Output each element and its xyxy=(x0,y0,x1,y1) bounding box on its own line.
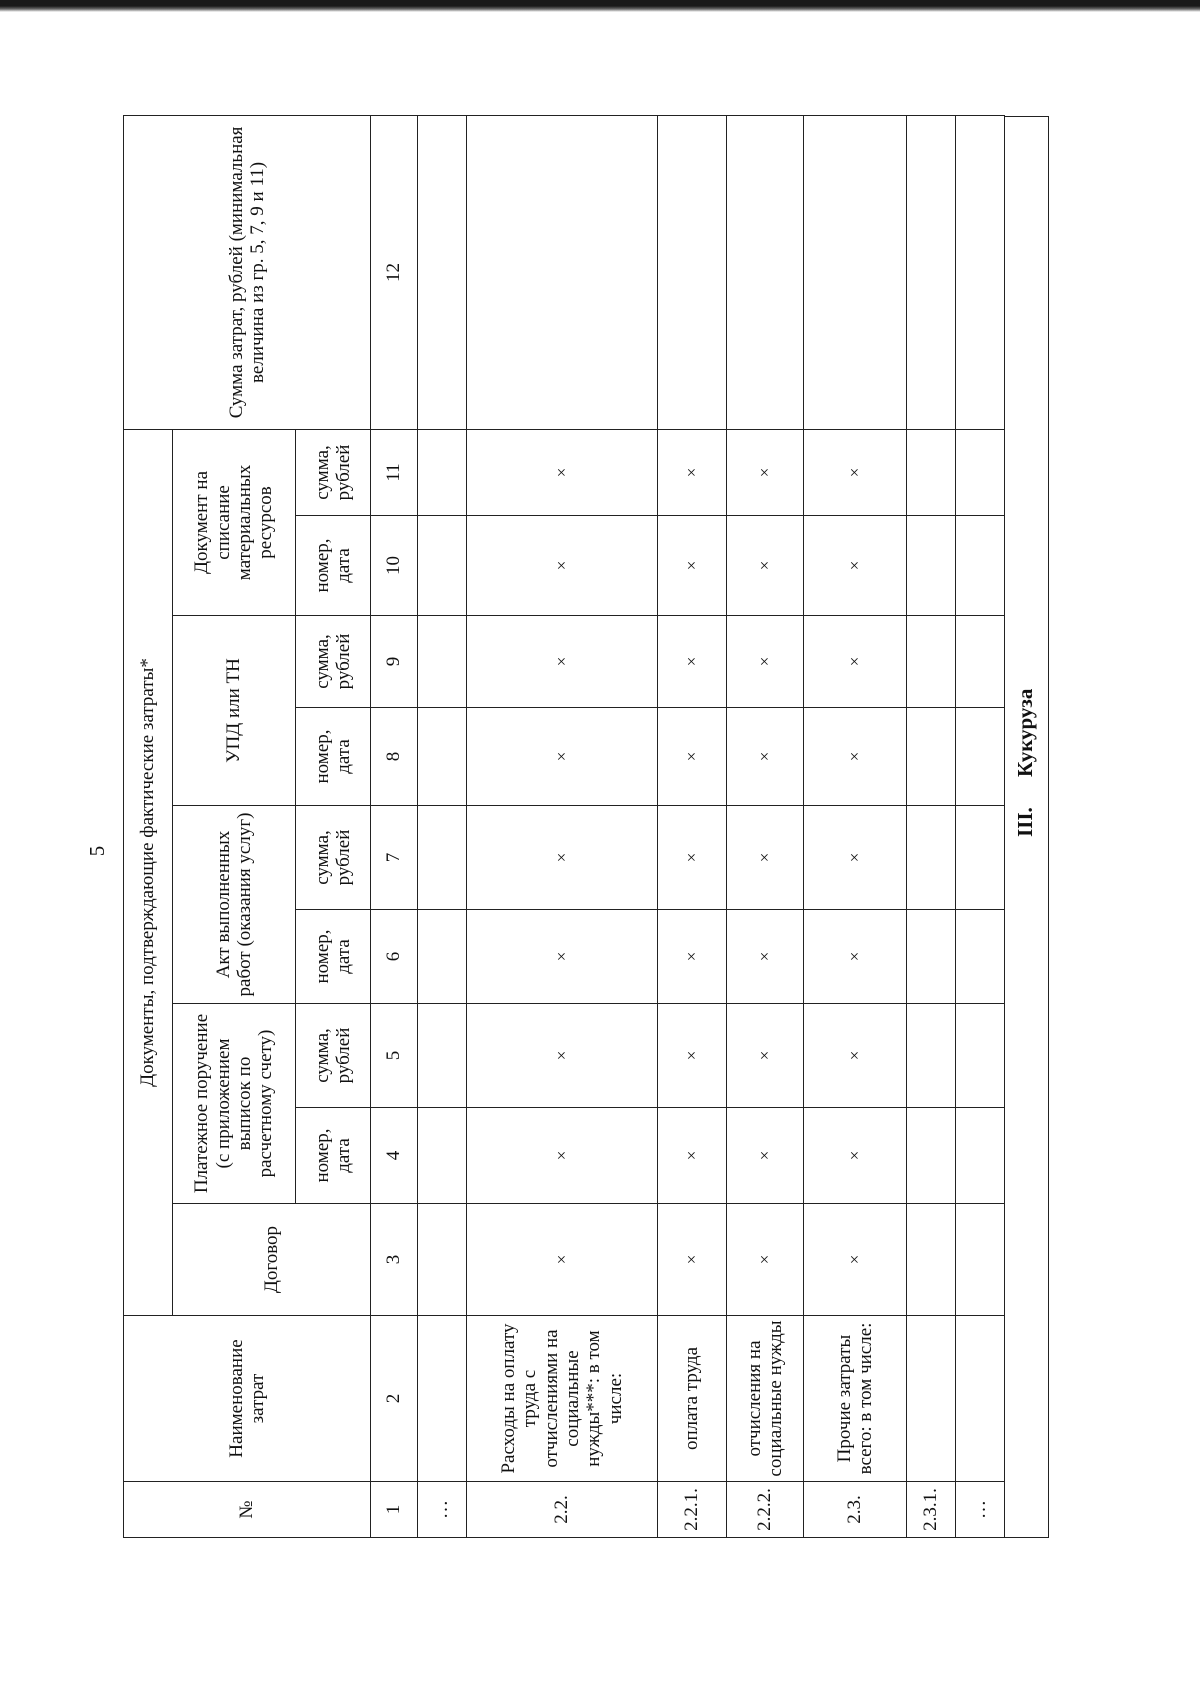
header-supporting-docs: Документы, подтверждающие фактические затраты* xyxy=(124,429,173,1315)
cross-mark: × xyxy=(804,910,907,1004)
row-cost-name xyxy=(956,1316,1005,1482)
row-number: 2.2. xyxy=(467,1482,658,1538)
row-cost-name: отчисления на социальные нужды xyxy=(727,1316,804,1482)
row-number: 2.3.1. xyxy=(907,1482,956,1538)
column-number: 6 xyxy=(371,910,418,1004)
row-cost-name: Прочие затраты всего: в том числе: xyxy=(804,1316,907,1482)
row-cost-name: оплата труда xyxy=(658,1316,727,1482)
table-row xyxy=(956,115,1005,1537)
cross-mark: × xyxy=(467,910,658,1004)
cross-mark: × xyxy=(658,1004,727,1108)
header-upd-num-date: номер, дата xyxy=(296,708,371,806)
section-heading xyxy=(1005,116,1049,1538)
cross-mark: × xyxy=(727,616,804,708)
header-contract: Договор xyxy=(173,1204,371,1316)
header-act-sum: сумма, рублей xyxy=(296,806,371,910)
cross-mark: × xyxy=(727,1204,804,1316)
header-payment-sum: сумма, рублей xyxy=(296,1004,371,1108)
column-number: 1 xyxy=(371,1482,418,1538)
column-numbers-row xyxy=(371,115,418,1537)
cross-mark: × xyxy=(467,616,658,708)
cross-mark: × xyxy=(727,516,804,616)
header-number: № xyxy=(124,1482,371,1538)
header-payment-num-date: номер, дата xyxy=(296,1108,371,1204)
cross-mark: × xyxy=(658,1204,727,1316)
column-number: 12 xyxy=(371,115,418,429)
row-cost-name: Расходы на оплату труда с отчислениями на социальные нужды***: в том числе: xyxy=(467,1316,658,1482)
column-number: 10 xyxy=(371,516,418,616)
cross-mark: × xyxy=(658,1108,727,1204)
cross-mark: × xyxy=(658,516,727,616)
scan-edge xyxy=(0,0,1200,12)
cross-mark: × xyxy=(467,516,658,616)
row-number: … xyxy=(418,1482,467,1538)
column-number: 2 xyxy=(371,1316,418,1482)
cross-mark: × xyxy=(804,616,907,708)
cross-mark: × xyxy=(804,806,907,910)
row-number: 2.2.2. xyxy=(727,1482,804,1538)
cross-mark: × xyxy=(467,1004,658,1108)
column-number: 11 xyxy=(371,429,418,515)
cross-mark: × xyxy=(467,806,658,910)
cross-mark: × xyxy=(727,1108,804,1204)
rotated-page-content xyxy=(123,40,1077,1656)
page-number: 5 xyxy=(85,845,109,857)
cross-mark: × xyxy=(727,429,804,515)
costs-table xyxy=(123,115,1005,1538)
row-cost-name xyxy=(418,1316,467,1482)
cross-mark: × xyxy=(804,708,907,806)
cross-mark: × xyxy=(727,1004,804,1108)
cross-mark: × xyxy=(804,1004,907,1108)
table-row xyxy=(907,115,956,1537)
cross-mark: × xyxy=(804,1204,907,1316)
cross-mark: × xyxy=(804,1108,907,1204)
cross-mark: × xyxy=(804,429,907,515)
table-row xyxy=(418,115,467,1537)
header-total-cost: Сумма затрат, рублей (минимальная величина из гр. 5, 7, 9 и 11) xyxy=(124,115,371,429)
row-number: … xyxy=(956,1482,1005,1538)
cross-mark: × xyxy=(467,1204,658,1316)
header-upd: УПД или ТН xyxy=(173,616,296,806)
header-writeoff-sum: сумма, рублей xyxy=(296,429,371,515)
cross-mark: × xyxy=(727,708,804,806)
cross-mark: × xyxy=(467,1108,658,1204)
cross-mark: × xyxy=(658,616,727,708)
column-number: 3 xyxy=(371,1204,418,1316)
section-number: III. xyxy=(1013,807,1037,837)
column-number: 8 xyxy=(371,708,418,806)
header-upd-sum: сумма, рублей xyxy=(296,616,371,708)
cross-mark: × xyxy=(658,806,727,910)
header-writeoff-num-date: номер, дата xyxy=(296,516,371,616)
header-payment-order: Платежное поручение (с приложением выписок по расчетному счету) xyxy=(173,1004,296,1204)
cross-mark: × xyxy=(467,708,658,806)
cross-mark: × xyxy=(658,910,727,1004)
header-cost-name: Наименование затрат xyxy=(124,1316,371,1482)
column-number: 9 xyxy=(371,616,418,708)
cross-mark: × xyxy=(467,429,658,515)
row-number: 2.2.1. xyxy=(658,1482,727,1538)
header-writeoff-doc: Документ на списание материальных ресурсов xyxy=(173,429,296,615)
table-row xyxy=(467,115,658,1537)
table-row xyxy=(727,115,804,1537)
cross-mark: × xyxy=(658,708,727,806)
column-number: 7 xyxy=(371,806,418,910)
table-row xyxy=(658,115,727,1537)
cross-mark: × xyxy=(658,429,727,515)
column-number: 4 xyxy=(371,1108,418,1204)
cross-mark: × xyxy=(727,806,804,910)
section-title: Кукуруза xyxy=(1013,688,1037,777)
header-work-act: Акт выполненных работ (оказания услуг) xyxy=(173,806,296,1004)
cross-mark: × xyxy=(727,910,804,1004)
column-number: 5 xyxy=(371,1004,418,1108)
header-act-num-date: номер, дата xyxy=(296,910,371,1004)
row-cost-name xyxy=(907,1316,956,1482)
table-row xyxy=(804,115,907,1537)
row-number: 2.3. xyxy=(804,1482,907,1538)
cross-mark: × xyxy=(804,516,907,616)
